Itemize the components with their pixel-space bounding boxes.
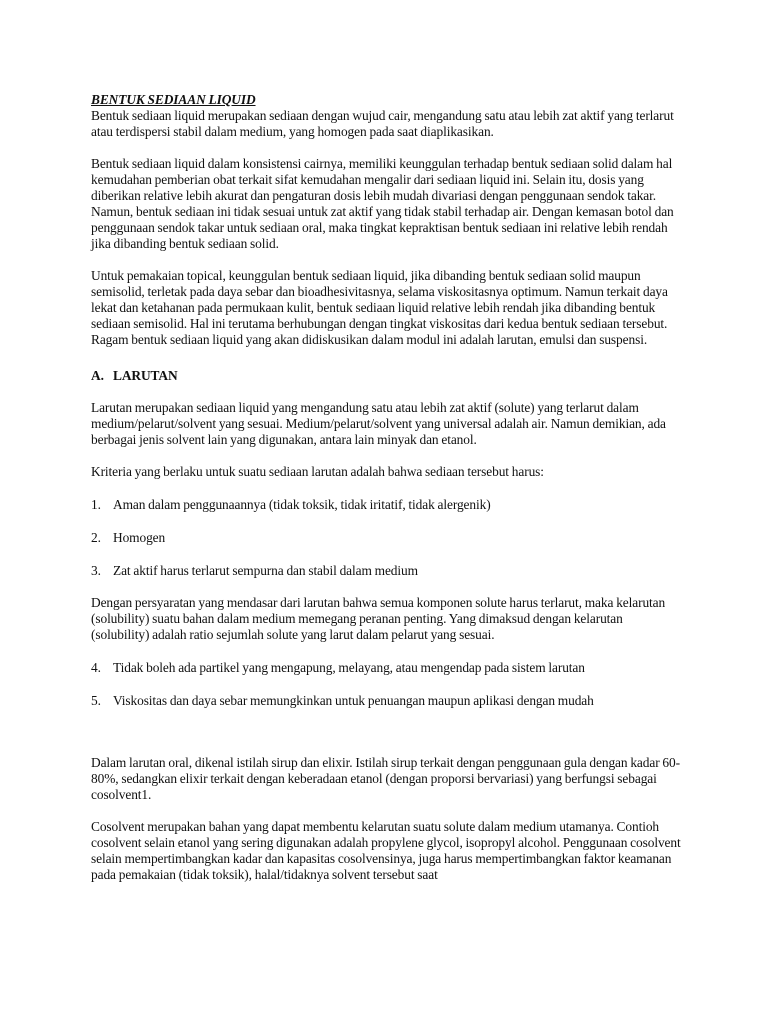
section-title: LARUTAN: [113, 368, 178, 383]
intro-paragraph: Bentuk sediaan liquid merupakan sediaan dengan wujud cair, mengandung satu atau lebih zat aktif yang terlarut atau terdispersi stabil dalam medium, yang homogen pada saat diaplikasikan.: [91, 108, 674, 139]
list-item: [91, 660, 683, 676]
paragraph-solubility: Dengan persyaratan yang mendasar dari larutan bahwa semua komponen solute harus terlarut, maka kelarutan (solubility) suatu bahan dalam medium memegang peranan penting. Yang dimaksud dengan kelarutan (solubility) adalah ratio sejumlah solute yang larut dalam pelarut yang sesuai.: [91, 595, 666, 642]
list-item-text: Homogen: [113, 530, 166, 545]
document-page: [91, 92, 683, 883]
list-item-text: Viskositas dan daya sebar memungkinkan untuk penuangan maupun aplikasi dengan mudah: [113, 693, 594, 708]
paragraph-forms: Ragam bentuk sediaan liquid yang akan didiskusikan dalam modul ini adalah larutan, emulsi dan suspensi.: [91, 332, 648, 347]
paragraph-criteria: Kriteria yang berlaku untuk suatu sediaan larutan adalah bahwa sediaan tersebut harus:: [91, 464, 544, 479]
list-item: [91, 497, 683, 513]
list-item-text: Aman dalam penggunaannya (tidak toksik, tidak iritatif, tidak alergenik): [113, 497, 491, 512]
list-item-number: 2.: [91, 530, 101, 545]
section-letter: A.: [91, 368, 104, 383]
document-title: BENTUK SEDIAAN LIQUID: [91, 92, 256, 107]
list-item-text: Zat aktif harus terlarut sempurna dan stabil dalam medium: [113, 563, 418, 578]
list-item: [91, 693, 683, 709]
list-item-number: 5.: [91, 693, 101, 708]
paragraph-advantages-oral: Bentuk sediaan liquid dalam konsistensi cairnya, memiliki keunggulan terhadap bentuk sediaan solid dalam hal kemudahan pemberian obat terkait sifat kemudahan mengalir dari sediaan liquid ini. Selain itu, dosis yang diberikan relative lebih akurat dan pengaturan dosis lebih mudah divariasi dengan penggunaan sendok takar. Namun, bentuk sediaan ini tidak sesuai untuk zat aktif yang tidak stabil terhadap air. Dengan kemasan botol dan penggunaan sendok takar untuk sediaan oral, maka tingkat kepraktisan bentuk sediaan ini relative lebih rendah jika dibanding bentuk sediaan solid.: [91, 156, 674, 251]
paragraph-larutan-definition: Larutan merupakan sediaan liquid yang mengandung satu atau lebih zat aktif (solute) yang terlarut dalam medium/pelarut/solvent yang sesuai. Medium/pelarut/solvent yang universal adalah air. Namun demikian, ada berbagai jenis solvent lain yang digunakan, antara lain minyak dan etanol.: [91, 400, 666, 447]
section-heading-larutan: [91, 368, 683, 384]
paragraph-sirup-elixir: Dalam larutan oral, dikenal istilah sirup dan elixir. Istilah sirup terkait dengan penggunaan gula dengan kadar 60-80%, sedangkan elixir terkait dengan keberadaan etanol (dengan proporsi bervariasi) yang berfungsi sebagai cosolvent1.: [91, 755, 680, 802]
paragraph-cosolvent: Cosolvent merupakan bahan yang dapat membentu kelarutan suatu solute dalam medium utamanya. Contioh cosolvent selain etanol yang sering digunakan adalah propylene glycol, isopropyl alcohol. Penggunaan cosolvent selain mempertimbangkan kadar dan kapasitas cosolvensinya, juga harus mempertimbangkan faktor keamanan pada pemakaian (tidak toksik), halal/tidaknya solvent tersebut saat: [91, 819, 681, 882]
list-item-text: Tidak boleh ada partikel yang mengapung, melayang, atau mengendap pada sistem larutan: [113, 660, 585, 675]
list-item: [91, 530, 683, 546]
paragraph-advantages-topical: Untuk pemakaian topical, keunggulan bentuk sediaan liquid, jika dibanding bentuk sediaan solid maupun semisolid, terletak pada daya sebar dan bioadhesivitasnya, selama viskositasnya optimum. Namun terkait daya lekat dan ketahanan pada permukaan kulit, bentuk sediaan liquid relative lebih rendah jika dibanding bentuk sediaan semisolid. Hal ini terutama berhubungan dengan tingkat viskositas dari kedua bentuk sediaan tersebut.: [91, 268, 668, 331]
list-item-number: 4.: [91, 660, 101, 675]
list-item: [91, 563, 683, 579]
list-item-number: 1.: [91, 497, 101, 512]
list-item-number: 3.: [91, 563, 101, 578]
